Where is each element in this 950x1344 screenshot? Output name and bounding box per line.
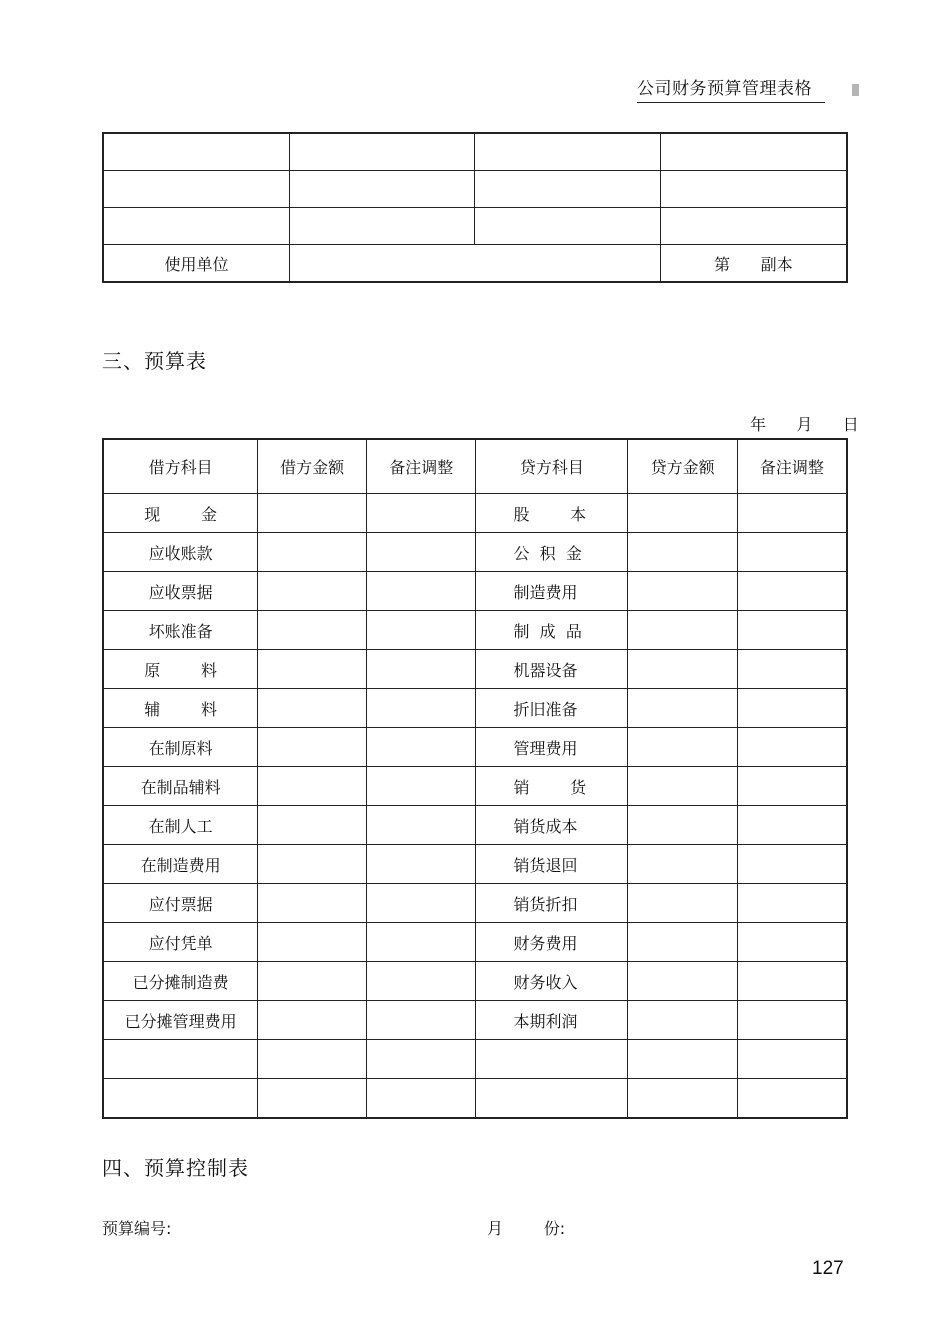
header-credit-amount: 贷方金额 (628, 439, 738, 494)
credit-note-cell (737, 767, 847, 806)
credit-account-cell: 销货退回 (476, 845, 628, 884)
credit-note-cell (737, 533, 847, 572)
table-row (103, 650, 847, 689)
credit-amount-cell (628, 806, 738, 845)
credit-account-cell: 销货成本 (476, 806, 628, 845)
credit-account-cell (476, 1079, 628, 1119)
debit-amount-cell (258, 1040, 367, 1079)
debit-amount-cell (258, 845, 367, 884)
credit-amount-cell (628, 1001, 738, 1040)
debit-note-cell (366, 1001, 476, 1040)
credit-note-cell (737, 1040, 847, 1079)
credit-account-cell: 制 成 品 (476, 611, 628, 650)
debit-amount-cell (258, 767, 367, 806)
header-credit-account: 贷方科目 (476, 439, 628, 494)
credit-amount-cell (628, 611, 738, 650)
debit-note-cell (366, 884, 476, 923)
credit-amount-cell (628, 884, 738, 923)
debit-note-cell (366, 1040, 476, 1079)
credit-amount-cell (628, 533, 738, 572)
header-tab-mark (852, 84, 859, 96)
debit-account-cell: 在制品辅料 (103, 767, 258, 806)
debit-account-cell: 在制造费用 (103, 845, 258, 884)
debit-account-cell: 在制原料 (103, 728, 258, 767)
credit-note-cell (737, 1079, 847, 1119)
debit-note-cell (366, 1079, 476, 1119)
table-cell (103, 208, 289, 245)
debit-amount-cell (258, 1001, 367, 1040)
credit-amount-cell (628, 767, 738, 806)
debit-account-cell: 辅 料 (103, 689, 258, 728)
debit-amount-cell (258, 923, 367, 962)
debit-account-cell: 在制人工 (103, 806, 258, 845)
budget-table-header (103, 439, 847, 494)
credit-account-cell: 机器设备 (476, 650, 628, 689)
header-debit-account: 借方科目 (103, 439, 258, 494)
credit-note-cell (737, 572, 847, 611)
table-row (103, 533, 847, 572)
table-cell (660, 133, 847, 171)
debit-note-cell (366, 728, 476, 767)
debit-account-cell: 坏账准备 (103, 611, 258, 650)
debit-account-cell: 原 料 (103, 650, 258, 689)
credit-amount-cell (628, 962, 738, 1001)
debit-amount-cell (258, 650, 367, 689)
table-cell (660, 171, 847, 208)
debit-note-cell (366, 962, 476, 1001)
credit-account-cell: 股 本 (476, 494, 628, 533)
debit-account-cell (103, 1040, 258, 1079)
credit-note-cell (737, 728, 847, 767)
page-number: 127 (812, 1258, 844, 1279)
debit-account-cell: 已分摊管理费用 (103, 1001, 258, 1040)
credit-note-cell (737, 494, 847, 533)
credit-account-cell (476, 1040, 628, 1079)
credit-note-cell (737, 845, 847, 884)
table-row (103, 884, 847, 923)
debit-amount-cell (258, 962, 367, 1001)
debit-amount-cell (258, 494, 367, 533)
credit-account-cell: 财务收入 (476, 962, 628, 1001)
credit-note-cell (737, 806, 847, 845)
credit-amount-cell (628, 1079, 738, 1119)
table-row (103, 767, 847, 806)
header-credit-note: 备注调整 (737, 439, 847, 494)
header-debit-amount: 借方金额 (258, 439, 367, 494)
section3-title: 三、预算表 (102, 349, 207, 373)
credit-account-cell: 本期利润 (476, 1001, 628, 1040)
credit-note-cell (737, 650, 847, 689)
table-row (103, 572, 847, 611)
table-row (103, 845, 847, 884)
unit-label: 使用单位 (103, 245, 289, 283)
credit-note-cell (737, 884, 847, 923)
top-form-table (102, 132, 848, 283)
credit-account-cell: 公 积 金 (476, 533, 628, 572)
credit-account-cell: 制造费用 (476, 572, 628, 611)
table-cell (289, 208, 474, 245)
table-cell (475, 133, 660, 171)
date-line: 年 月 日 (750, 415, 861, 434)
debit-note-cell (366, 767, 476, 806)
table-cell (660, 208, 847, 245)
debit-account-cell: 应收票据 (103, 572, 258, 611)
table-cell (475, 208, 660, 245)
debit-note-cell (366, 533, 476, 572)
debit-account-cell: 应付票据 (103, 884, 258, 923)
table-row (103, 611, 847, 650)
unit-value-cell (289, 245, 660, 283)
credit-note-cell (737, 689, 847, 728)
debit-amount-cell (258, 572, 367, 611)
credit-account-cell: 折旧准备 (476, 689, 628, 728)
credit-amount-cell (628, 494, 738, 533)
table-row (103, 728, 847, 767)
credit-note-cell (737, 923, 847, 962)
table-cell (103, 171, 289, 208)
debit-amount-cell (258, 689, 367, 728)
credit-amount-cell (628, 1040, 738, 1079)
debit-note-cell (366, 689, 476, 728)
copy-label: 第 副本 (660, 245, 847, 283)
debit-note-cell (366, 806, 476, 845)
credit-amount-cell (628, 728, 738, 767)
document-header-title: 公司财务预算管理表格 (637, 74, 825, 103)
credit-amount-cell (628, 923, 738, 962)
table-row (103, 1040, 847, 1079)
table-row (103, 962, 847, 1001)
debit-amount-cell (258, 1079, 367, 1119)
table-row (103, 494, 847, 533)
credit-amount-cell (628, 845, 738, 884)
credit-account-cell: 销 货 (476, 767, 628, 806)
table-row (103, 133, 847, 171)
debit-amount-cell (258, 806, 367, 845)
debit-note-cell (366, 650, 476, 689)
debit-note-cell (366, 494, 476, 533)
unit-row (103, 245, 847, 283)
debit-note-cell (366, 572, 476, 611)
debit-account-cell: 已分摊制造费 (103, 962, 258, 1001)
table-cell (103, 133, 289, 171)
table-row (103, 806, 847, 845)
month-label: 月 份: (487, 1219, 566, 1238)
debit-account-cell: 应付凭单 (103, 923, 258, 962)
budget-number-label: 预算编号: (102, 1219, 172, 1238)
table-cell (289, 133, 474, 171)
table-row (103, 923, 847, 962)
debit-account-cell: 现 金 (103, 494, 258, 533)
table-row (103, 171, 847, 208)
table-row (103, 1001, 847, 1040)
debit-amount-cell (258, 611, 367, 650)
credit-note-cell (737, 962, 847, 1001)
debit-note-cell (366, 611, 476, 650)
credit-amount-cell (628, 650, 738, 689)
debit-amount-cell (258, 884, 367, 923)
table-row (103, 689, 847, 728)
credit-account-cell: 管理费用 (476, 728, 628, 767)
debit-note-cell (366, 845, 476, 884)
credit-amount-cell (628, 572, 738, 611)
credit-account-cell: 财务费用 (476, 923, 628, 962)
table-row (103, 208, 847, 245)
debit-amount-cell (258, 533, 367, 572)
credit-amount-cell (628, 689, 738, 728)
credit-note-cell (737, 1001, 847, 1040)
debit-amount-cell (258, 728, 367, 767)
credit-note-cell (737, 611, 847, 650)
debit-account-cell: 应收账款 (103, 533, 258, 572)
budget-table (102, 438, 848, 1119)
table-cell (289, 171, 474, 208)
section4-title: 四、预算控制表 (102, 1156, 249, 1180)
debit-note-cell (366, 923, 476, 962)
header-debit-note: 备注调整 (366, 439, 476, 494)
table-row (103, 1079, 847, 1119)
credit-account-cell: 销货折扣 (476, 884, 628, 923)
table-cell (475, 171, 660, 208)
debit-account-cell (103, 1079, 258, 1119)
